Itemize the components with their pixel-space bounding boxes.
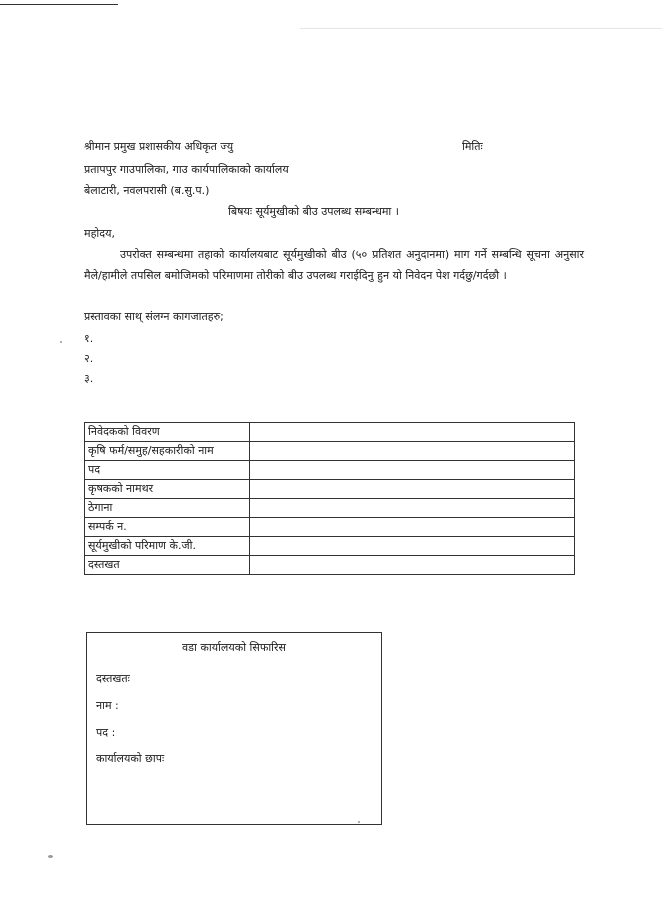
row-label-applicant-details: निवेदकको विवरण bbox=[85, 423, 250, 442]
row-label-quantity: सूर्यमुखीको परिमाण के.जी. bbox=[85, 537, 250, 556]
body-paragraph: उपरोक्त सम्बन्धमा तहाको कार्यालयबाट सूर्यमुखीको बीउ (५० प्रतिशत अनुदानमा) माग गर्ने सम्बन्धि सूचना अनुसार मैले/हामीले तपसिल बमोजिमको परिमाणमा तोरीको बीउ उपलब्ध गराईदिनु हुन यो निवेदन पेश गर्दछु/गर्दछौ । bbox=[84, 248, 584, 282]
post-label: पद : bbox=[96, 726, 116, 739]
top-edge-line bbox=[0, 4, 118, 5]
table-row bbox=[85, 537, 575, 556]
row-value-cell bbox=[250, 537, 575, 556]
addressee-line-1: श्रीमान प्रमुख प्रशासकीय अधिकृत ज्यु bbox=[84, 140, 234, 153]
row-value-cell bbox=[250, 499, 575, 518]
top-scan-line bbox=[300, 28, 662, 29]
scan-speck bbox=[60, 341, 62, 343]
addressee-line-2: प्रतापपुर गाउपालिका, गाउ कार्यपालिकाको कार्यालय bbox=[84, 163, 289, 176]
table-row bbox=[85, 556, 575, 575]
office-stamp-label: कार्यालयको छापः bbox=[96, 752, 165, 765]
row-label-contact: सम्पर्क न. bbox=[85, 518, 250, 537]
attachments-heading: प्रस्तावका साथ् संलग्न कागजातहरु; bbox=[84, 310, 224, 323]
row-value-cell bbox=[250, 518, 575, 537]
scan-speck bbox=[358, 821, 360, 823]
attachment-item-3: ३. bbox=[84, 372, 94, 385]
recommendation-title: वडा कार्यालयको सिफारिस bbox=[182, 641, 286, 654]
applicant-details-table bbox=[84, 422, 575, 575]
ward-recommendation-box bbox=[86, 632, 382, 825]
row-value-cell bbox=[250, 461, 575, 480]
date-label: मितिः bbox=[462, 140, 483, 153]
name-label: नाम : bbox=[96, 699, 119, 712]
row-label-address: ठेगाना bbox=[85, 499, 250, 518]
table-row bbox=[85, 499, 575, 518]
row-label-farm-name: कृषि फर्म/समुह/सहकारीको नाम bbox=[85, 442, 250, 461]
scan-speck bbox=[48, 855, 53, 858]
row-value-cell bbox=[250, 480, 575, 499]
signature-label: दस्तखतः bbox=[96, 672, 130, 685]
salutation: महोदय, bbox=[84, 227, 115, 240]
row-value-cell bbox=[250, 442, 575, 461]
table-row bbox=[85, 518, 575, 537]
row-value-cell bbox=[250, 556, 575, 575]
subject-line: बिषयः सूर्यमुखीको बीउ उपलब्ध सम्बन्धमा । bbox=[228, 205, 399, 218]
row-label-post: पद bbox=[85, 461, 250, 480]
row-label-farmer-name: कृषकको नामथर bbox=[85, 480, 250, 499]
table-row bbox=[85, 423, 575, 442]
table-row bbox=[85, 461, 575, 480]
row-label-signature: दस्तखत bbox=[85, 556, 250, 575]
table-row bbox=[85, 480, 575, 499]
row-value-cell bbox=[250, 423, 575, 442]
attachment-item-1: १. bbox=[84, 332, 94, 345]
table-row bbox=[85, 442, 575, 461]
attachment-item-2: २. bbox=[84, 352, 94, 365]
addressee-line-3: बेलाटारी, नवलपरासी (ब.सु.प.) bbox=[84, 184, 210, 197]
